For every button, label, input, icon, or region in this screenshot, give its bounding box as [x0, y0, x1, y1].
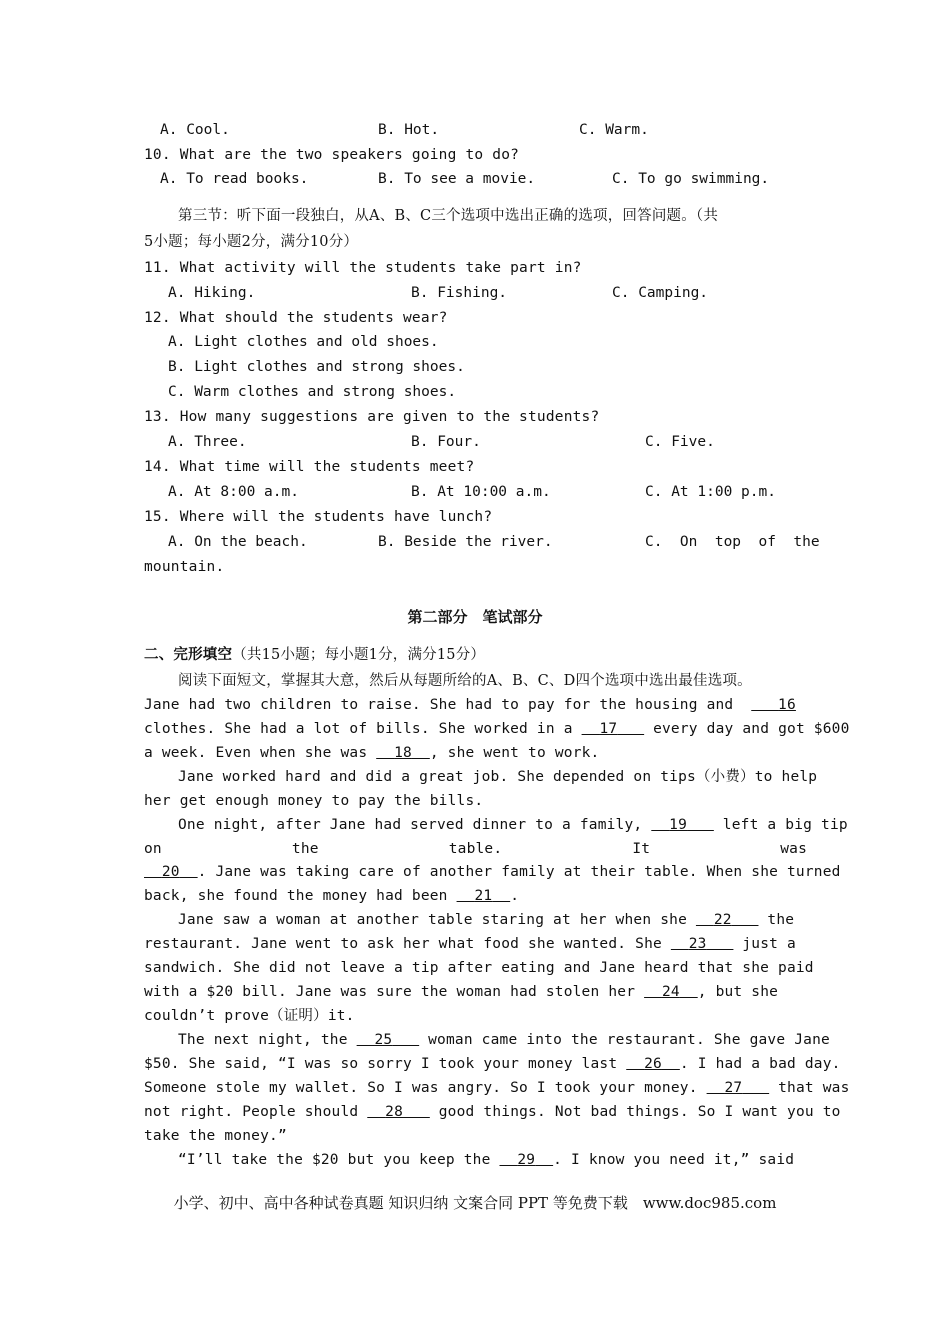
q9-option-c: C. Warm. [579, 122, 649, 138]
q15-option-c: C. On top of the [645, 534, 820, 550]
cloze-instruction: 阅读下面短文，掌握其大意，然后从每题所给的A、B、C、D四个选项中选出最佳选项。 [178, 673, 752, 689]
passage-line-12 [144, 958, 814, 978]
q13-stem: 13. How many suggestions are given to the students? [144, 409, 600, 425]
passage-line-4 [178, 767, 817, 787]
passage-line-5 [144, 791, 483, 811]
text: that was [778, 1080, 850, 1096]
text: with a $20 bill. Jane was sure the woman had stolen her [144, 984, 636, 1000]
q11-option-a: A. Hiking. [168, 285, 256, 301]
text: every day and got $600 [653, 721, 850, 737]
passage-line-1 [144, 695, 796, 715]
blank-23-number: 23 [688, 936, 707, 952]
cloze-heading-rest: （共15小题；每小题1分，满分15分） [232, 647, 486, 663]
blank-28-number: 28 [385, 1104, 404, 1120]
blank-25 [357, 1030, 420, 1050]
text: . I know you need it,” said [553, 1152, 795, 1168]
text: The next night, the [178, 1032, 348, 1048]
passage-line-13 [144, 982, 778, 1002]
text: . I had a bad day. [679, 1056, 841, 1072]
cloze-heading-bold: 二、完形填空 [144, 646, 233, 663]
q10-option-c: C. To go swimming. [612, 171, 770, 187]
blank-19 [651, 815, 714, 835]
q12-stem: 12. What should the students wear? [144, 310, 448, 326]
q10-option-a: A. To read books. [160, 171, 309, 187]
passage-line-15 [178, 1030, 830, 1050]
q12-option-a: A. Light clothes and old shoes. [168, 334, 439, 350]
text: good things. Not bad things. So I want you to [438, 1104, 841, 1120]
passage-line-7 [144, 839, 807, 859]
text: . Jane was taking care of another family at their table. When she turned [197, 864, 841, 880]
text: a week. Even when she was [144, 745, 368, 761]
blank-16-number: 16 [778, 697, 796, 713]
text: woman came into the restaurant. She gave Jane [428, 1032, 830, 1048]
part2-title: 第二部分 笔试部分 [407, 608, 543, 626]
word: on [144, 841, 162, 857]
q15-option-b: B. Beside the river. [378, 534, 553, 550]
blank-23 [671, 934, 734, 954]
blank-26-number: 26 [644, 1056, 662, 1072]
cloze-heading [144, 645, 485, 665]
text: Jane saw a woman at another table staring at her when she [178, 912, 687, 928]
blank-18 [376, 743, 430, 763]
passage-line-9: back, she found the money had been 21 . [144, 888, 520, 904]
q14-stem: 14. What time will the students meet? [144, 459, 475, 475]
text: not right. People should [144, 1104, 359, 1120]
passage-line-3 [144, 743, 599, 763]
text: One night, after Jane had served dinner to a family, [178, 817, 643, 833]
blank-28 [367, 1102, 430, 1122]
section3-intro-line1: 第三节：听下面一段独白，从A、B、C三个选项中选出正确的选项，回答问题。（共 [178, 208, 719, 224]
text: couldn’t prove（证明）it. [144, 1008, 355, 1024]
passage-line-11 [144, 934, 796, 954]
text: Someone stole my wallet. So I was angry. So I took your money. [144, 1080, 698, 1096]
text: take the money.” [144, 1128, 287, 1144]
blank-22-number: 22 [713, 912, 732, 928]
q11-option-c: C. Camping. [612, 285, 709, 301]
q15-option-a: A. On the beach. [168, 534, 308, 550]
page-footer: 小学、初中、高中各种试卷真题 知识归纳 文案合同 PPT 等免费下载 www.doc985.com [173, 1194, 777, 1212]
text: Jane had two children to raise. She had to pay for the housing and [144, 697, 734, 713]
passage-line-18 [144, 1102, 841, 1122]
passage-line-19 [144, 1126, 287, 1146]
blank-17-number: 17 [599, 721, 618, 737]
blank-25-number: 25 [374, 1032, 393, 1048]
passage-line-16 [144, 1054, 841, 1074]
text: , she went to work. [429, 745, 600, 761]
blank-27 [707, 1078, 770, 1098]
blank-22 [696, 910, 759, 930]
blank-29 [499, 1150, 553, 1170]
passage-line-8 [144, 862, 841, 882]
passage-line-17 [144, 1078, 850, 1098]
q11-option-b: B. Fishing. [411, 285, 508, 301]
blank-24 [644, 982, 698, 1002]
q13-option-c: C. Five. [645, 434, 715, 450]
q9-option-b: B. Hot. [378, 122, 440, 138]
q12-option-b: B. Light clothes and strong shoes. [168, 359, 465, 375]
text: clothes. She had a lot of bills. She worked in a [144, 721, 573, 737]
q10-option-b: B. To see a movie. [378, 171, 536, 187]
text: left a big tip [722, 817, 848, 833]
text: back, she found the money had been [144, 888, 448, 904]
blank-24-number: 24 [661, 984, 680, 1000]
q14-option-b: B. At 10:00 a.m. [411, 484, 551, 500]
blank-20 [144, 862, 198, 882]
q15-stem: 15. Where will the students have lunch? [144, 509, 493, 525]
passage-line-20 [178, 1150, 794, 1170]
q14-option-a: A. At 8:00 a.m. [168, 484, 299, 500]
blank-27-number: 27 [724, 1080, 743, 1096]
passage-line-6 [178, 815, 848, 835]
passage-line-14 [144, 1006, 355, 1026]
section3-intro-line2: 5小题；每小题2分，满分10分） [144, 234, 359, 250]
text: $50. She said, “I was so sorry I took your money last [144, 1056, 618, 1072]
text: just a [742, 936, 796, 952]
blank-19-number: 19 [669, 817, 688, 833]
q12-option-c: C. Warm clothes and strong shoes. [168, 384, 457, 400]
word: was [780, 841, 807, 857]
q14-option-c: C. At 1:00 p.m. [645, 484, 776, 500]
q13-option-a: A. Three. [168, 434, 247, 450]
blank-16 [751, 695, 796, 715]
word: It [632, 841, 651, 857]
text: “I’ll take the $20 but you keep the [178, 1152, 491, 1168]
q15-option-c-wrap: mountain. [144, 559, 225, 575]
text: the [767, 912, 795, 928]
text: sandwich. She did not leave a tip after eating and Jane heard that she paid [144, 960, 814, 976]
text: , but she [697, 984, 779, 1000]
word: the [291, 841, 319, 857]
passage-line-2 [144, 719, 850, 739]
blank-18-number: 18 [394, 745, 412, 761]
passage-line-10 [178, 910, 794, 930]
blank-26 [626, 1054, 680, 1074]
q11-stem: 11. What activity will the students take part in? [144, 260, 582, 276]
q13-option-b: B. Four. [411, 434, 481, 450]
blank-21-number: 21 [474, 888, 493, 904]
q9-option-a: A. Cool. [160, 122, 230, 138]
text: restaurant. Jane went to ask her what food she wanted. She [144, 936, 662, 952]
word: table. [448, 841, 503, 857]
blank-20-number: 20 [161, 864, 180, 880]
text: her get enough money to pay the bills. [144, 793, 484, 809]
blank-17 [582, 719, 645, 739]
blank-21 [457, 886, 511, 906]
q10-stem: 10. What are the two speakers going to do? [144, 147, 520, 163]
blank-29-number: 29 [517, 1152, 536, 1168]
text: Jane worked hard and did a great job. She depended on tips（小费）to help [178, 769, 818, 785]
